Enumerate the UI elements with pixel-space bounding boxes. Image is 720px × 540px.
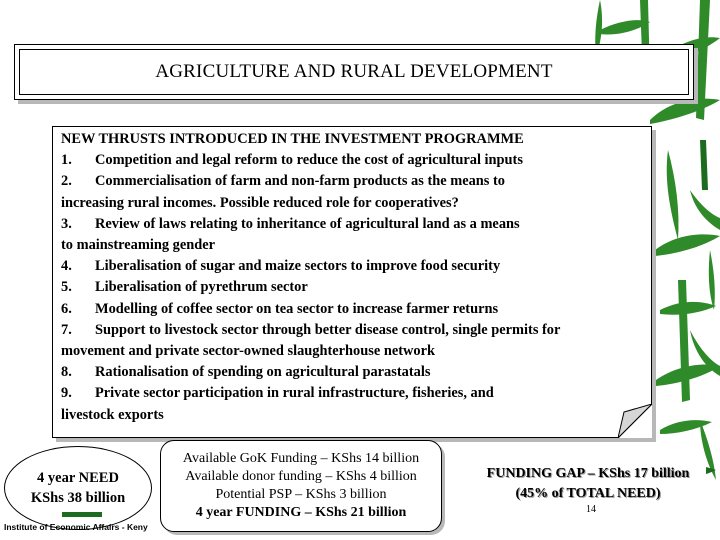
thrusts-note bbox=[52, 126, 652, 438]
page-fold-icon bbox=[618, 404, 652, 438]
list-item-continuation: to mainstreaming gender bbox=[61, 237, 216, 254]
list-item-continuation: movement and private sector-owned slaughterhouse network bbox=[61, 343, 435, 360]
list-item-continuation: livestock exports bbox=[61, 406, 164, 423]
title-box bbox=[14, 44, 694, 100]
footer-institution: Institute of Economic Affairs - Keny bbox=[4, 522, 148, 532]
need-amount: KShs 38 billion bbox=[30, 490, 126, 506]
list-item: 2. Commercialisation of farm and non-farm products as the means to bbox=[61, 173, 505, 190]
green-accent-bar bbox=[62, 512, 102, 517]
list-item: 3. Review of laws relating to inheritance of agricultural land as a means bbox=[61, 215, 520, 232]
donor-funding: Available donor funding – KShs 4 billion bbox=[185, 469, 417, 484]
psp-funding: Potential PSP – KShs 3 billion bbox=[215, 487, 387, 502]
list-item: 8. Rationalisation of spending on agricultural parastatals bbox=[61, 364, 431, 381]
list-item: 5. Liberalisation of pyrethrum sector bbox=[61, 279, 308, 296]
page-number: 14 bbox=[586, 504, 596, 515]
need-oval bbox=[4, 446, 152, 530]
list-item: 7. Support to livestock sector through better disease control, single permits for bbox=[61, 321, 561, 338]
note-heading: NEW THRUSTS INTRODUCED IN THE INVESTMENT PROGRAMME bbox=[61, 131, 524, 147]
total-funding: 4 year FUNDING – KShs 21 billion bbox=[195, 505, 407, 520]
slide-title: AGRICULTURE AND RURAL DEVELOPMENT bbox=[19, 49, 689, 95]
list-item: 1. Competition and legal reform to reduce the cost of agricultural inputs bbox=[61, 152, 523, 169]
gap-amount: FUNDING GAP – KShs 17 billion bbox=[486, 466, 690, 481]
list-item-continuation: increasing rural incomes. Possible reduced role for cooperatives? bbox=[61, 194, 459, 211]
gok-funding: Available GoK Funding – KShs 14 billion bbox=[182, 451, 420, 466]
gap-percent: (45% of TOTAL NEED) bbox=[515, 486, 661, 501]
funding-box bbox=[160, 440, 442, 532]
need-label: 4 year NEED bbox=[37, 470, 119, 486]
list-item: 4. Liberalisation of sugar and maize sectors to improve food security bbox=[61, 258, 501, 275]
list-item: 9. Private sector participation in rural infrastructure, fisheries, and bbox=[61, 385, 494, 402]
list-item: 6. Modelling of coffee sector on tea sector to increase farmer returns bbox=[61, 300, 499, 317]
